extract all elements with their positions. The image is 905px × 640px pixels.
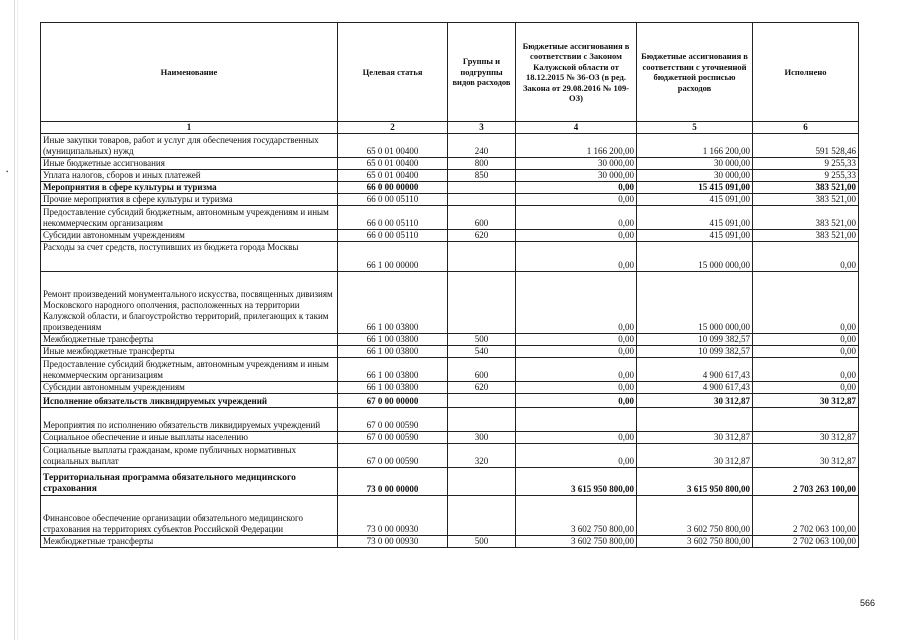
column-index-row xyxy=(41,122,859,134)
row-law-value: 30 000,00 xyxy=(516,158,637,170)
row-group: 800 xyxy=(448,158,516,170)
row-executed-value: 30 312,87 xyxy=(753,444,859,468)
row-executed-value: 0,00 xyxy=(753,382,859,394)
row-name: Мероприятия в сфере культуры и туризма xyxy=(41,182,338,194)
row-executed-value: 30 312,87 xyxy=(753,394,859,408)
row-code: 65 0 01 00400 xyxy=(338,170,448,182)
row-refined-value: 4 900 617,43 xyxy=(637,358,753,382)
row-code: 66 1 00 03800 xyxy=(338,382,448,394)
row-law-value: 0,00 xyxy=(516,358,637,382)
row-executed-value: 0,00 xyxy=(753,272,859,334)
page-edge-line xyxy=(14,0,15,640)
table-row xyxy=(41,242,859,272)
row-group xyxy=(448,194,516,206)
row-refined-value: 4 900 617,43 xyxy=(637,382,753,394)
header-expense-groups: Группы и подгруппы видов расходов xyxy=(448,23,516,122)
row-refined-value: 3 602 750 800,00 xyxy=(637,496,753,536)
row-group: 540 xyxy=(448,346,516,358)
row-group: 240 xyxy=(448,134,516,158)
row-name: Иные закупки товаров, работ и услуг для обеспечения государственных (муниципальных) нужд xyxy=(41,134,338,158)
row-refined-value xyxy=(637,408,753,432)
row-code: 66 0 00 05110 xyxy=(338,194,448,206)
row-code: 65 0 01 00400 xyxy=(338,158,448,170)
row-law-value: 0,00 xyxy=(516,206,637,230)
table-row xyxy=(41,194,859,206)
row-refined-value: 1 166 200,00 xyxy=(637,134,753,158)
row-law-value xyxy=(516,408,637,432)
row-executed-value xyxy=(753,408,859,432)
page-number: 566 xyxy=(859,598,875,608)
row-refined-value: 15 000 000,00 xyxy=(637,272,753,334)
row-refined-value: 30 000,00 xyxy=(637,158,753,170)
row-law-value: 3 602 750 800,00 xyxy=(516,496,637,536)
row-refined-value: 30 000,00 xyxy=(637,170,753,182)
row-group xyxy=(448,182,516,194)
row-code: 66 1 00 03800 xyxy=(338,334,448,346)
header-executed: Исполнено xyxy=(753,23,859,122)
table-row xyxy=(41,346,859,358)
row-code: 66 1 00 03800 xyxy=(338,346,448,358)
header-refined-appropriations: Бюджетные ассигнования в соответствии с уточненной бюджетной росписью расходов xyxy=(637,23,753,122)
row-law-value: 0,00 xyxy=(516,334,637,346)
row-executed-value: 2 702 063 100,00 xyxy=(753,536,859,548)
row-law-value: 0,00 xyxy=(516,382,637,394)
row-name: Субсидии автономным учреждениям xyxy=(41,230,338,242)
row-name: Межбюджетные трансферты xyxy=(41,536,338,548)
row-code: 73 0 00 00930 xyxy=(338,536,448,548)
budget-table xyxy=(40,22,859,548)
row-name: Социальное обеспечение и иные выплаты населению xyxy=(41,432,338,444)
column-index: 3 xyxy=(448,122,516,134)
row-law-value: 3 602 750 800,00 xyxy=(516,536,637,548)
row-executed-value: 2 702 063 100,00 xyxy=(753,496,859,536)
row-executed-value: 0,00 xyxy=(753,358,859,382)
row-name: Предоставление субсидий бюджетным, автономным учреждениям и иным некоммерческим организациям xyxy=(41,206,338,230)
row-executed-value: 383 521,00 xyxy=(753,194,859,206)
row-name: Социальные выплаты гражданам, кроме публичных нормативных социальных выплат xyxy=(41,444,338,468)
row-name: Иные межбюджетные трансферты xyxy=(41,346,338,358)
row-refined-value: 415 091,00 xyxy=(637,194,753,206)
row-refined-value: 415 091,00 xyxy=(637,230,753,242)
row-code: 66 1 00 00000 xyxy=(338,242,448,272)
row-refined-value: 30 312,87 xyxy=(637,432,753,444)
table-row xyxy=(41,134,859,158)
row-name: Финансовое обеспечение организации обязательного медицинского страхования на территориях субъектов Российской Федерации xyxy=(41,496,338,536)
row-executed-value: 383 521,00 xyxy=(753,182,859,194)
row-law-value: 0,00 xyxy=(516,432,637,444)
table-row xyxy=(41,170,859,182)
row-code: 65 0 01 00400 xyxy=(338,134,448,158)
column-index: 2 xyxy=(338,122,448,134)
row-name: Прочие мероприятия в сфере культуры и туризма xyxy=(41,194,338,206)
row-group: 320 xyxy=(448,444,516,468)
table-row xyxy=(41,334,859,346)
row-refined-value: 10 099 382,57 xyxy=(637,346,753,358)
row-law-value: 0,00 xyxy=(516,444,637,468)
row-executed-value: 383 521,00 xyxy=(753,206,859,230)
table-row xyxy=(41,358,859,382)
row-code: 66 1 00 03800 xyxy=(338,358,448,382)
table-row xyxy=(41,230,859,242)
table-row xyxy=(41,444,859,468)
row-code: 73 0 00 00930 xyxy=(338,496,448,536)
row-group: 850 xyxy=(448,170,516,182)
column-index: 6 xyxy=(753,122,859,134)
column-index: 1 xyxy=(41,122,338,134)
row-law-value: 0,00 xyxy=(516,242,637,272)
table-row xyxy=(41,496,859,536)
row-group xyxy=(448,496,516,536)
row-name: Ремонт произведений монументального искусства, посвященных дивизиям Московского народного ополчения, расположенных на территории Калужской области, и благоустройство территорий, прилегающих к таким произведениям xyxy=(41,272,338,334)
row-executed-value: 383 521,00 xyxy=(753,230,859,242)
header-name: Наименование xyxy=(41,23,338,122)
row-refined-value: 15 000 000,00 xyxy=(637,242,753,272)
row-executed-value: 9 255,33 xyxy=(753,170,859,182)
row-code: 67 0 00 00000 xyxy=(338,394,448,408)
header-row xyxy=(41,23,859,122)
table-row-section xyxy=(41,468,859,496)
row-executed-value: 0,00 xyxy=(753,346,859,358)
column-index: 4 xyxy=(516,122,637,134)
row-law-value: 0,00 xyxy=(516,194,637,206)
row-name: Межбюджетные трансферты xyxy=(41,334,338,346)
row-code: 67 0 00 00590 xyxy=(338,432,448,444)
row-code: 66 1 00 03800 xyxy=(338,272,448,334)
header-target-article: Целевая статья xyxy=(338,23,448,122)
row-name: Субсидии автономным учреждениям xyxy=(41,382,338,394)
table-row xyxy=(41,382,859,394)
table-row-section xyxy=(41,394,859,408)
table-row xyxy=(41,272,859,334)
row-refined-value: 415 091,00 xyxy=(637,206,753,230)
row-law-value: 0,00 xyxy=(516,346,637,358)
table-row-section xyxy=(41,182,859,194)
row-code: 67 0 00 00590 xyxy=(338,408,448,432)
row-name: Уплата налогов, сборов и иных платежей xyxy=(41,170,338,182)
row-refined-value: 3 602 750 800,00 xyxy=(637,536,753,548)
row-law-value: 3 615 950 800,00 xyxy=(516,468,637,496)
row-refined-value: 30 312,87 xyxy=(637,394,753,408)
row-code: 66 0 00 05110 xyxy=(338,230,448,242)
row-group: 500 xyxy=(448,536,516,548)
row-group: 620 xyxy=(448,382,516,394)
row-law-value: 30 000,00 xyxy=(516,170,637,182)
row-code: 66 0 00 05110 xyxy=(338,206,448,230)
table-row xyxy=(41,432,859,444)
row-group xyxy=(448,394,516,408)
row-group: 600 xyxy=(448,206,516,230)
page-edge-line-2 xyxy=(17,0,18,640)
row-refined-value: 30 312,87 xyxy=(637,444,753,468)
row-law-value: 0,00 xyxy=(516,394,637,408)
row-refined-value: 3 615 950 800,00 xyxy=(637,468,753,496)
table-row xyxy=(41,158,859,170)
row-group: 620 xyxy=(448,230,516,242)
margin-mark: • xyxy=(6,168,9,176)
row-group xyxy=(448,272,516,334)
table-row xyxy=(41,408,859,432)
row-executed-value: 0,00 xyxy=(753,242,859,272)
row-group: 600 xyxy=(448,358,516,382)
row-group: 300 xyxy=(448,432,516,444)
row-code: 67 0 00 00590 xyxy=(338,444,448,468)
row-group xyxy=(448,242,516,272)
row-group xyxy=(448,408,516,432)
row-group: 500 xyxy=(448,334,516,346)
row-refined-value: 10 099 382,57 xyxy=(637,334,753,346)
row-name: Исполнение обязательств ликвидируемых учреждений xyxy=(41,394,338,408)
row-group xyxy=(448,468,516,496)
row-code: 73 0 00 00000 xyxy=(338,468,448,496)
row-law-value: 0,00 xyxy=(516,230,637,242)
row-executed-value: 9 255,33 xyxy=(753,158,859,170)
row-executed-value: 591 528,46 xyxy=(753,134,859,158)
row-name: Мероприятия по исполнению обязательств ликвидируемых учреждений xyxy=(41,408,338,432)
table-row xyxy=(41,206,859,230)
row-name: Предоставление субсидий бюджетным, автономным учреждениям и иным некоммерческим организациям xyxy=(41,358,338,382)
row-law-value: 0,00 xyxy=(516,272,637,334)
row-name: Расходы за счет средств, поступивших из бюджета города Москвы xyxy=(41,242,338,272)
row-name: Иные бюджетные ассигнования xyxy=(41,158,338,170)
header-law-appropriations: Бюджетные ассигнования в соответствии с Законом Калужской области от 18.12.2015 № 36-ОЗ (в ред. Закона от 29.08.2016 № 109-ОЗ) xyxy=(516,23,637,122)
row-name: Территориальная программа обязательного медицинского страхования xyxy=(41,468,338,496)
table-row xyxy=(41,536,859,548)
row-law-value: 0,00 xyxy=(516,182,637,194)
row-refined-value: 15 415 091,00 xyxy=(637,182,753,194)
row-executed-value: 30 312,87 xyxy=(753,432,859,444)
row-code: 66 0 00 00000 xyxy=(338,182,448,194)
row-executed-value: 2 703 263 100,00 xyxy=(753,468,859,496)
row-law-value: 1 166 200,00 xyxy=(516,134,637,158)
column-index: 5 xyxy=(637,122,753,134)
row-executed-value: 0,00 xyxy=(753,334,859,346)
